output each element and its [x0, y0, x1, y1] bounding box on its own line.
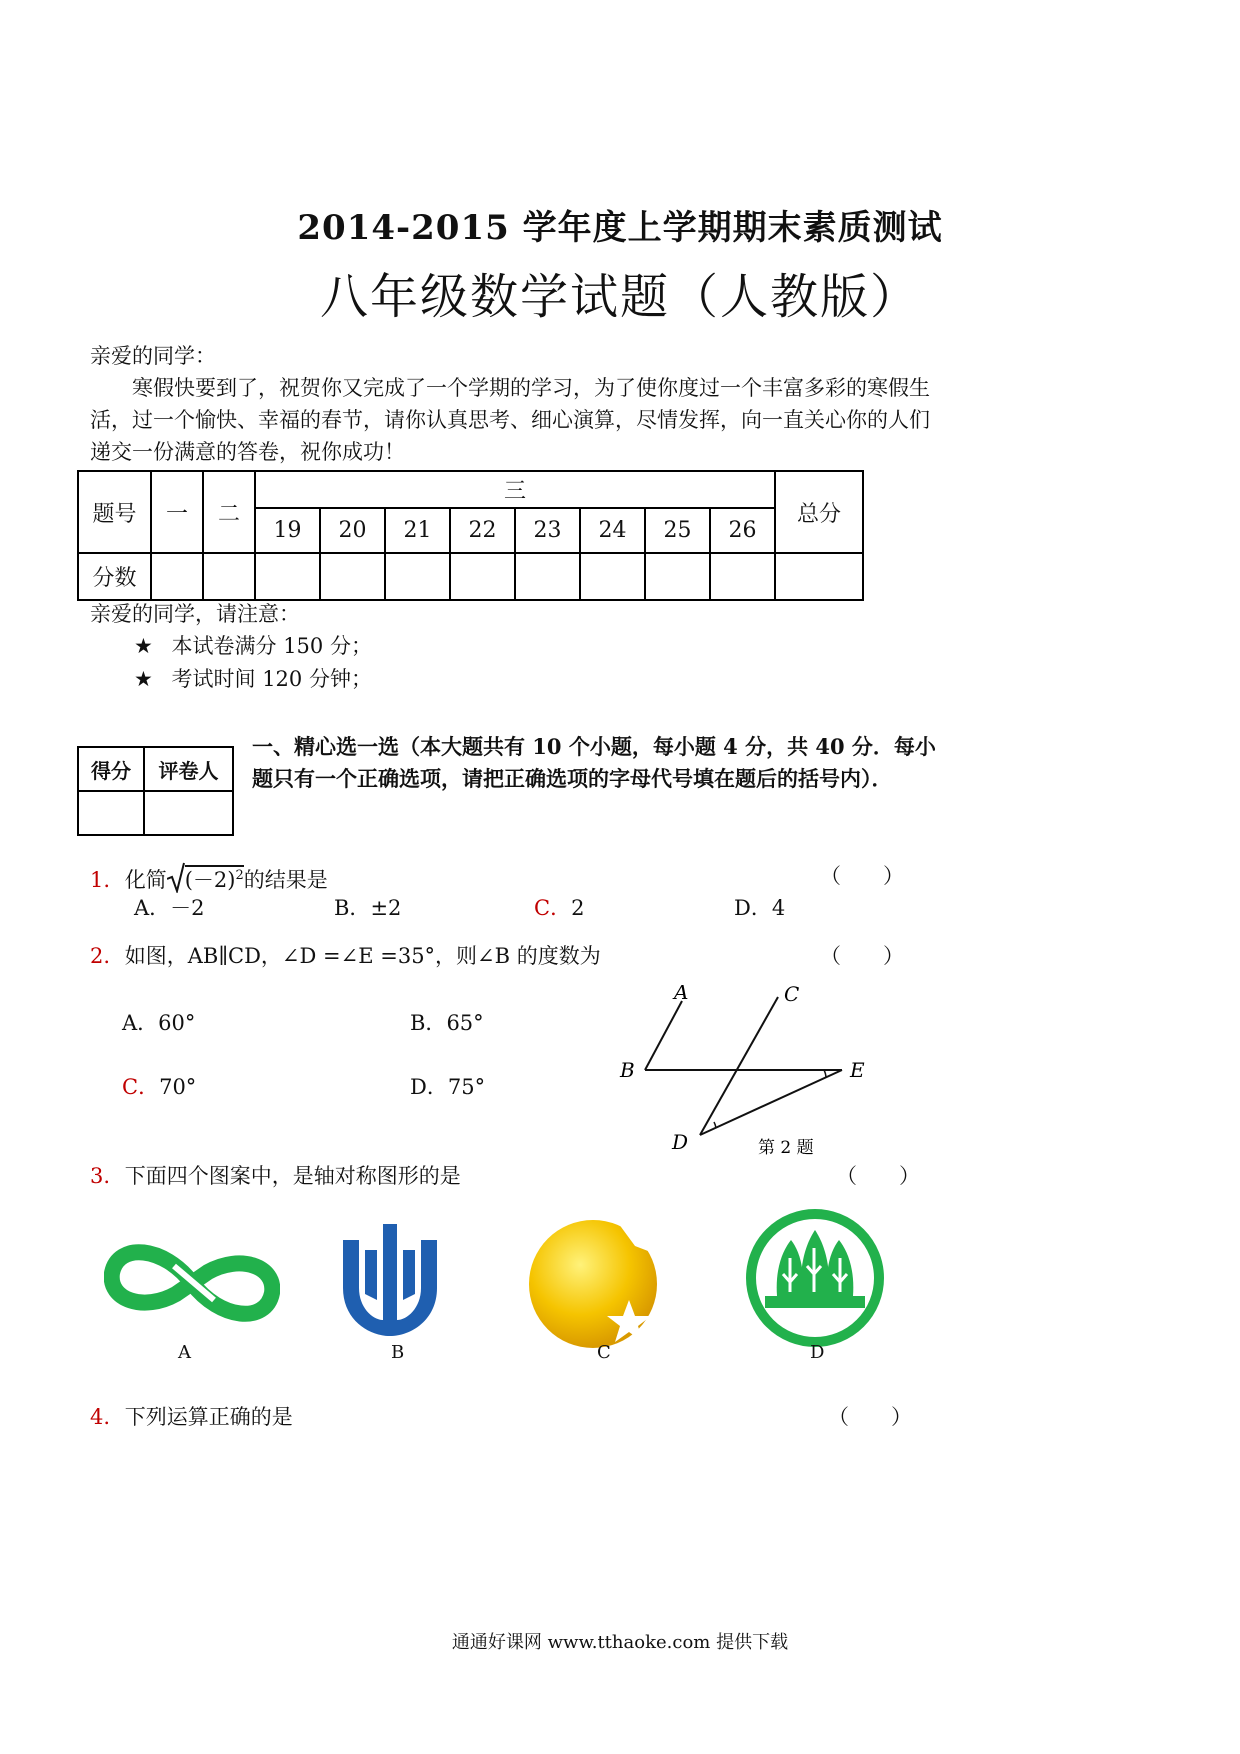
point-label-c: C: [784, 985, 800, 1006]
logo-d-trees-icon: [745, 1208, 885, 1348]
option-label: D．: [734, 896, 772, 920]
option-value: 75°: [447, 1075, 486, 1099]
intro-paragraph: 寒假快要到了，祝贺你又完成了一个学期的学习，为了使你度过一个丰富多彩的寒假生活，过一个愉快、幸福的春节，请你认真思考、细心演算，尽情发挥，向一直关心你的人们递交一份满意的答卷，祝你成功！: [90, 376, 930, 464]
option-label: B．: [334, 896, 371, 920]
grader-table-grader-label: 评卷人: [144, 747, 233, 791]
question-2: [90, 940, 601, 972]
logo-label-a: A: [178, 1342, 191, 1363]
option-d: [734, 892, 785, 924]
notes-item: [134, 630, 372, 662]
score-table-item: 21: [385, 508, 450, 553]
option-label: A．: [134, 896, 171, 920]
score-cell[interactable]: [203, 553, 255, 600]
question-3: [90, 1160, 461, 1192]
logo-label-d: D: [810, 1342, 825, 1363]
radicand: [185, 865, 244, 892]
score-table-part1: 一: [151, 471, 203, 553]
question-text: 化简: [124, 868, 167, 892]
score-cell[interactable]: [385, 553, 450, 600]
q2-figure: [610, 985, 900, 1165]
option-label: C．: [534, 896, 572, 920]
option-label: D．: [410, 1075, 448, 1099]
question-1: [90, 860, 328, 896]
point-label-d: D: [672, 1130, 689, 1154]
score-table: [77, 470, 864, 601]
exam-title-subject: 八年级数学试题（人教版）: [319, 269, 920, 325]
grader-table-score-label: 得分: [78, 747, 144, 791]
score-table-label-number: 题号: [78, 471, 151, 553]
option-value: －2: [170, 896, 205, 920]
line-de: [700, 1070, 842, 1135]
option-label: B．: [410, 1011, 447, 1035]
option-c: [122, 1071, 196, 1103]
question-text: 如图，AB∥CD，∠D =∠E =35°，则∠B 的度数为: [124, 944, 601, 968]
score-table-item: 22: [450, 508, 515, 553]
option-value: 2: [571, 896, 585, 920]
answer-paren[interactable]: （ ）: [836, 1164, 920, 1188]
option-label: A．: [122, 1011, 159, 1035]
option-value: 60°: [158, 1011, 196, 1035]
option-b: [334, 892, 401, 924]
notes-item: [134, 663, 372, 695]
option-b: [410, 1007, 484, 1039]
logo-b-emblem-icon: [335, 1216, 445, 1342]
score-table-part2: 二: [203, 471, 255, 553]
score-table-item: 19: [255, 508, 320, 553]
question-4: [90, 1401, 293, 1433]
radicand-base: (－2): [184, 868, 236, 892]
question-number: 2.: [90, 944, 111, 968]
option-value: 65°: [446, 1011, 484, 1035]
point-label-e: E: [850, 1058, 865, 1082]
score-cell[interactable]: [151, 553, 203, 600]
notes-item-text: 考试时间 120 分钟；: [171, 667, 372, 691]
line-cd: [700, 997, 778, 1135]
exam-title-year: 2014-2015 学年度上学期期末素质测试: [297, 208, 943, 248]
score-table-item: 26: [710, 508, 775, 553]
question-number: 3.: [90, 1164, 111, 1188]
score-table-part3: 三: [255, 471, 775, 508]
point-label-a: A: [674, 985, 689, 1004]
logo-label-b: B: [391, 1342, 405, 1363]
option-value: 4: [771, 896, 786, 920]
answer-paren[interactable]: （ ）: [828, 1405, 912, 1429]
option-value: 70°: [159, 1075, 197, 1099]
grader-score-cell[interactable]: [78, 791, 144, 835]
question-text-after: 的结果是: [243, 868, 328, 892]
score-cell[interactable]: [710, 553, 775, 600]
score-table-item: 23: [515, 508, 580, 553]
score-table-item: 24: [580, 508, 645, 553]
question-number: 1.: [90, 868, 111, 892]
score-cell[interactable]: [255, 553, 320, 600]
star-icon: ★: [134, 667, 153, 691]
score-table-label-score: 分数: [78, 553, 151, 600]
score-cell-total[interactable]: [775, 553, 863, 600]
radicand-exponent: 2: [235, 868, 244, 883]
score-cell[interactable]: [515, 553, 580, 600]
answer-paren[interactable]: （ ）: [820, 864, 904, 888]
score-cell[interactable]: [645, 553, 710, 600]
option-a: [134, 892, 205, 924]
question-text: 下面四个图案中，是轴对称图形的是: [124, 1164, 461, 1188]
logo-a-infinity-icon: [104, 1228, 280, 1338]
footer-credit: 通通好课网 www.tthaoke.com 提供下载: [451, 1632, 789, 1653]
line-ab: [645, 1001, 682, 1070]
star-icon: ★: [134, 634, 153, 658]
answer-paren[interactable]: （ ）: [820, 944, 904, 968]
score-table-item: 20: [320, 508, 385, 553]
notes-item-text: 本试卷满分 150 分；: [171, 634, 372, 658]
logo-label-c: C: [597, 1342, 611, 1363]
intro-greeting: 亲爱的同学：: [90, 344, 216, 368]
option-value: ±2: [370, 896, 402, 920]
option-c: [534, 892, 584, 924]
score-table-item: 25: [645, 508, 710, 553]
section1-heading: 一、精心选一选（本大题共有 10 个小题，每小题 4 分，共 40 分．每小题只有一个正确选项，请把正确选项的字母代号填在题后的括号内）．: [252, 734, 936, 791]
figure-caption: 第 2 题: [758, 1138, 814, 1158]
score-cell[interactable]: [320, 553, 385, 600]
score-cell[interactable]: [580, 553, 645, 600]
question-number: 4.: [90, 1405, 111, 1429]
notes-heading: 亲爱的同学，请注意：: [90, 602, 300, 626]
logo-c-sphere-star-icon: [525, 1216, 661, 1352]
score-table-total: 总分: [775, 471, 863, 553]
question-text: 下列运算正确的是: [124, 1405, 293, 1429]
option-a: [122, 1007, 195, 1039]
sqrt-icon: [167, 865, 185, 893]
grader-name-cell[interactable]: [144, 791, 233, 835]
grader-table: [77, 746, 234, 836]
point-label-b: B: [620, 1058, 635, 1082]
option-d: [410, 1071, 485, 1103]
option-label: C．: [122, 1075, 160, 1099]
score-cell[interactable]: [450, 553, 515, 600]
